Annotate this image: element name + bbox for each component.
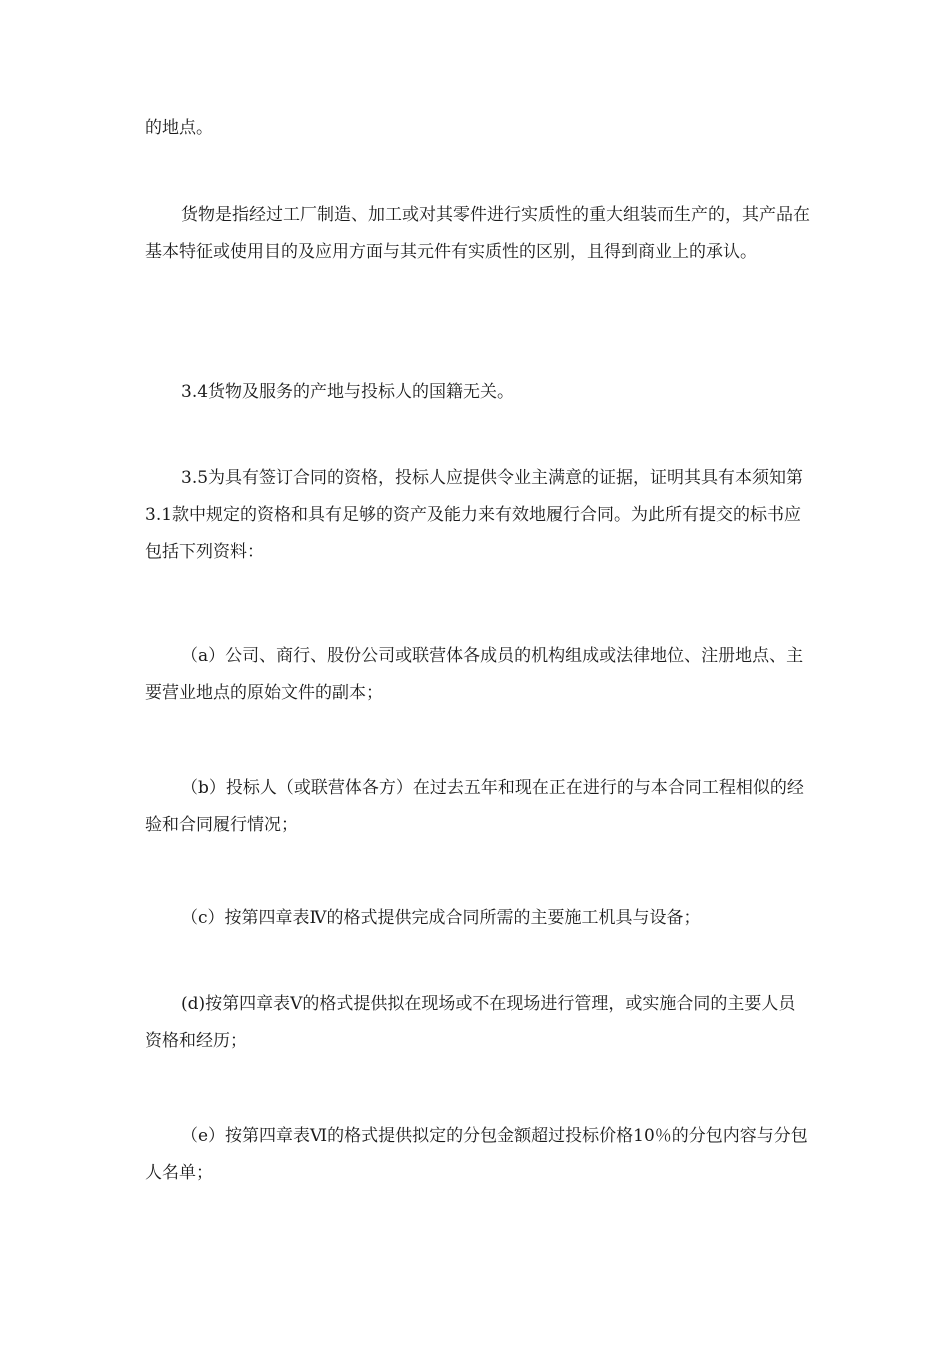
paragraph-item-b: （b）投标人（或联营体各方）在过去五年和现在正在进行的与本合同工程相似的经验和合同履行情况； [145,778,804,835]
paragraph-item-c: （c）按第四章表Ⅳ的格式提供完成合同所需的主要施工机具与设备； [181,908,701,928]
paragraph-3-5: 3.5为具有签订合同的资格，投标人应提供令业主满意的证据，证明其具有本须知第3.1款中规定的资格和具有足够的资产及能力来有效地履行合同。为此所有提交的标书应包括下列资料： [145,468,804,562]
paragraph-item-a: （a）公司、商行、股份公司或联营体各成员的机构组成或法律地位、注册地点、主要营业地点的原始文件的副本； [145,646,804,703]
paragraph-item-e: （e）按第四章表Ⅵ的格式提供拟定的分包金额超过投标价格10％的分包内容与分包人名单； [145,1126,808,1183]
paragraph-location-end: 的地点。 [145,118,213,138]
paragraph-goods-definition: 货物是指经过工厂制造、加工或对其零件进行实质性的重大组装而生产的，其产品在基本特征或使用目的及应用方面与其元件有实质性的区别，且得到商业上的承认。 [145,205,810,262]
paragraph-3-4: 3.4货物及服务的产地与投标人的国籍无关。 [181,382,515,402]
paragraph-item-d: (d)按第四章表Ⅴ的格式提供拟在现场或不在现场进行管理，或实施合同的主要人员资格和经历； [145,994,796,1051]
